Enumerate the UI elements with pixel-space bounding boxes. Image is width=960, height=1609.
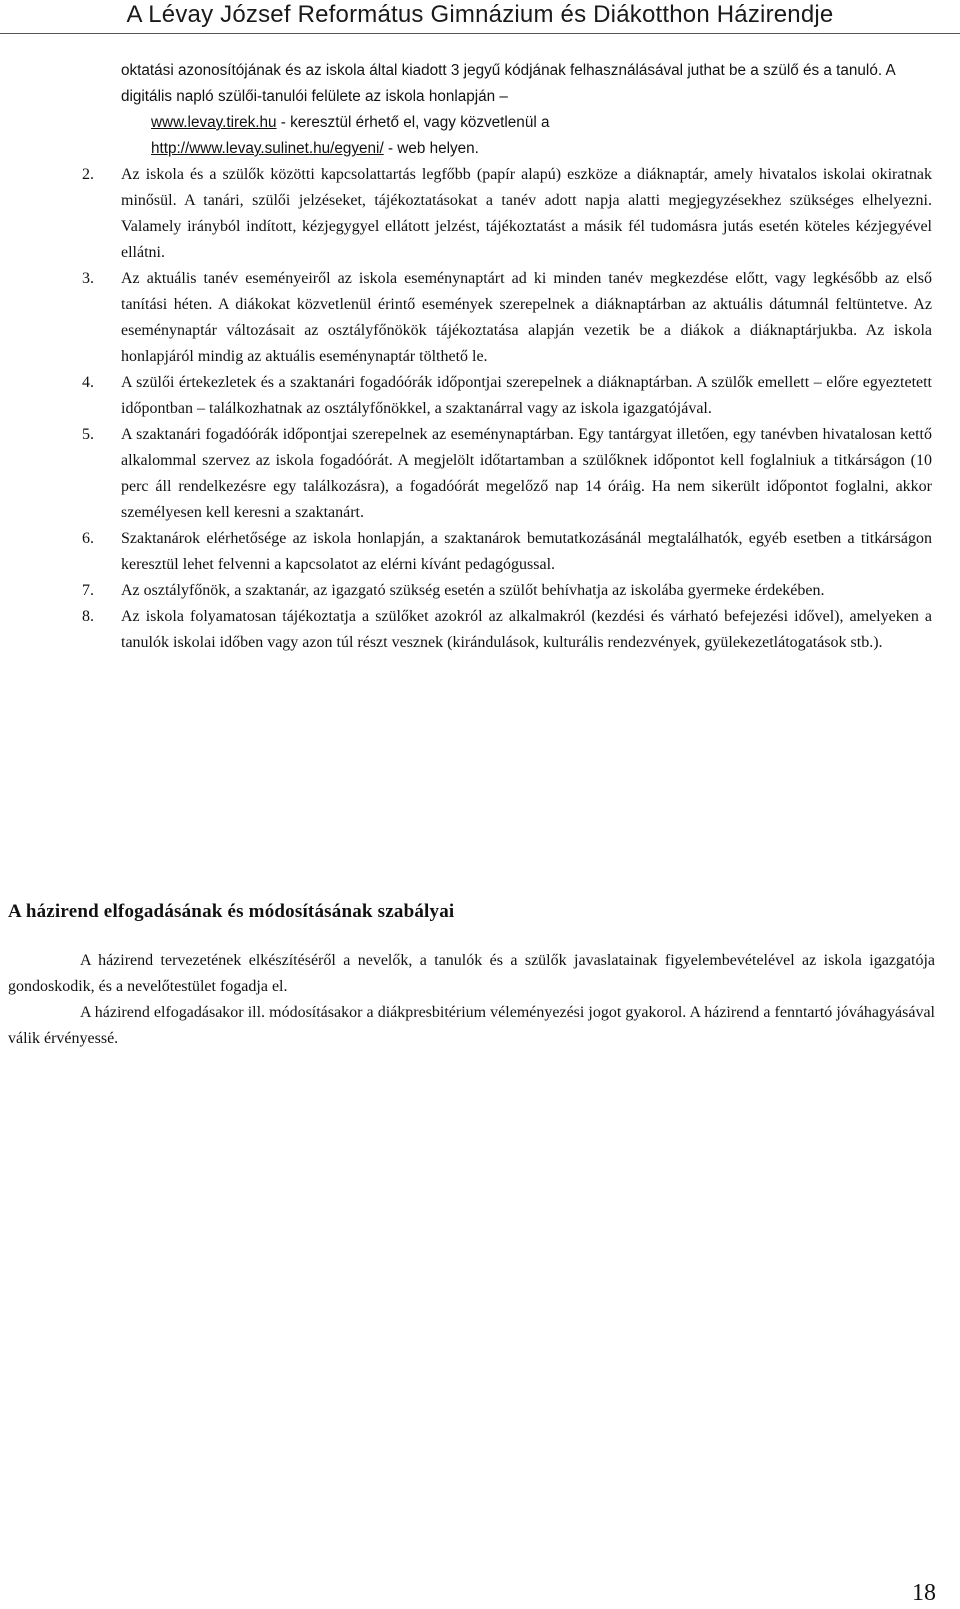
intro-text-after-link1: - keresztül érhető el, vagy közvetlenül a [276, 114, 550, 131]
page-number: 18 [912, 1580, 936, 1606]
intro-text: oktatási azonosítójának és az iskola által kiadott 3 jegyű kódjának felhasználásával juthat be a szülő és a tanuló. A digitális napló szülői-tanulói felülete az iskola honlapján – [121, 62, 895, 105]
list-item-number: 3. [82, 270, 94, 287]
list-item-text: Az osztályfőnök, a szaktanár, az igazgató szükség esetén a szülőt behívhatja az iskolába gyermeke érdekében. [121, 582, 825, 599]
rules-list [0, 162, 960, 656]
section-heading: A házirend elfogadásának és módosításának szabályai [8, 901, 455, 922]
list-item-number: 4. [82, 374, 94, 391]
section-paragraph: A házirend tervezetének elkészítéséről a nevelők, a tanulók és a szülők javaslatainak figyelembevételével az iskola igazgatója gondoskodik, és a nevelőtestület fogadja el. [8, 952, 935, 995]
list-item [0, 422, 960, 526]
intro-text-after-link2: - web helyen. [383, 140, 479, 157]
list-item-text: Az iskola folyamatosan tájékoztatja a szülőket azokról az alkalmakról (kezdési és várható befejezési idővel), amelyeken a tanulók iskolai időben vagy azon túl részt vesznek (kirándulások, kulturális rendezvények, gyülekezetlátogatások stb.). [121, 608, 932, 651]
list-item [0, 604, 960, 656]
list-item [0, 370, 960, 422]
school-website-link[interactable]: www.levay.tirek.hu [151, 114, 277, 131]
list-item-number: 6. [82, 530, 94, 547]
list-item-number: 8. [82, 608, 94, 625]
list-item-text: Az aktuális tanév eseményeiről az iskola eseménynaptárt ad ki minden tanév megkezdése előtt, vagy legkésőbb az első tanítási héten. A diákokat közvetlenül érintő események szerepelnek a diáknaptárban az aktuális dátumnál feltüntetve. Az eseménynaptár változásait az osztályfőnökök tájékoztatása alapján vezetik be a diákok a diáknaptárjukba. Az iskola honlapjáról mindig az aktuális eseménynaptár tölthető le. [121, 270, 932, 365]
list-item [0, 162, 960, 266]
page-header [0, 0, 960, 34]
header-title: A Lévay József Református Gimnázium és Diákotthon Házirendje [126, 1, 834, 28]
list-item-text: A szaktanári fogadóórák időpontjai szerepelnek az eseménynaptárban. Egy tantárgyat illetően, egy tanévben hivatalosan kettő alkalommal szervez az iskola fogadóórát. A megjelölt időtartamban a szülőknek időpontot kell foglalniuk a titkárságon (10 perc áll rendelkezésre egy találkozásra), a fogadóórát megelőző nap 14 óráig. Ha nem sikerült időpontot foglalni, akkor személyesen kell keresni a szaktanárt. [121, 426, 932, 521]
list-item [0, 266, 960, 370]
intro-paragraph [0, 58, 960, 162]
section-paragraph: A házirend elfogadásakor ill. módosításakor a diákpresbitérium véleményezési jogot gyakorol. A házirend a fenntartó jóváhagyásával válik érvényessé. [8, 1004, 935, 1047]
list-item [0, 578, 960, 604]
list-item-number: 2. [82, 166, 94, 183]
intro-link-line-1 [121, 110, 932, 136]
section-body [8, 948, 935, 1052]
list-item-text: A szülői értekezletek és a szaktanári fogadóórák időpontjai szerepelnek a diáknaptárban. A szülők emellett – előre egyeztetett időpontban – találkozhatnak az osztályfőnökkel, a szaktanárral vagy az iskola igazgatójával. [121, 374, 932, 417]
list-item-text: Szaktanárok elérhetősége az iskola honlapján, a szaktanárok bemutatkozásánál megtalálhatók, egyéb esetben a titkárságon keresztül lehet felvenni a kapcsolatot az elérni kívánt pedagógussal. [121, 530, 932, 573]
list-item [0, 526, 960, 578]
list-item-text: Az iskola és a szülők közötti kapcsolattartás legfőbb (papír alapú) eszköze a diáknaptár, amely hivatalos iskolai okiratnak minősül. A tanári, szülői jelzéseket, tájékoztatásokat a tanév adott napja alatti megjegyzésekhez szükséges elhelyezni. Valamely irányból indított, kézjegygyel ellátott jelzést, tájékoztatást a másik fél tudomásra jutás esetén köteles kézjegyével ellátni. [121, 166, 932, 261]
sulinet-link[interactable]: http://www.levay.sulinet.hu/egyeni/ [151, 140, 384, 157]
intro-link-line-2 [121, 136, 932, 162]
page-content [0, 58, 960, 656]
list-item-number: 5. [82, 426, 94, 443]
list-item-number: 7. [82, 582, 94, 599]
